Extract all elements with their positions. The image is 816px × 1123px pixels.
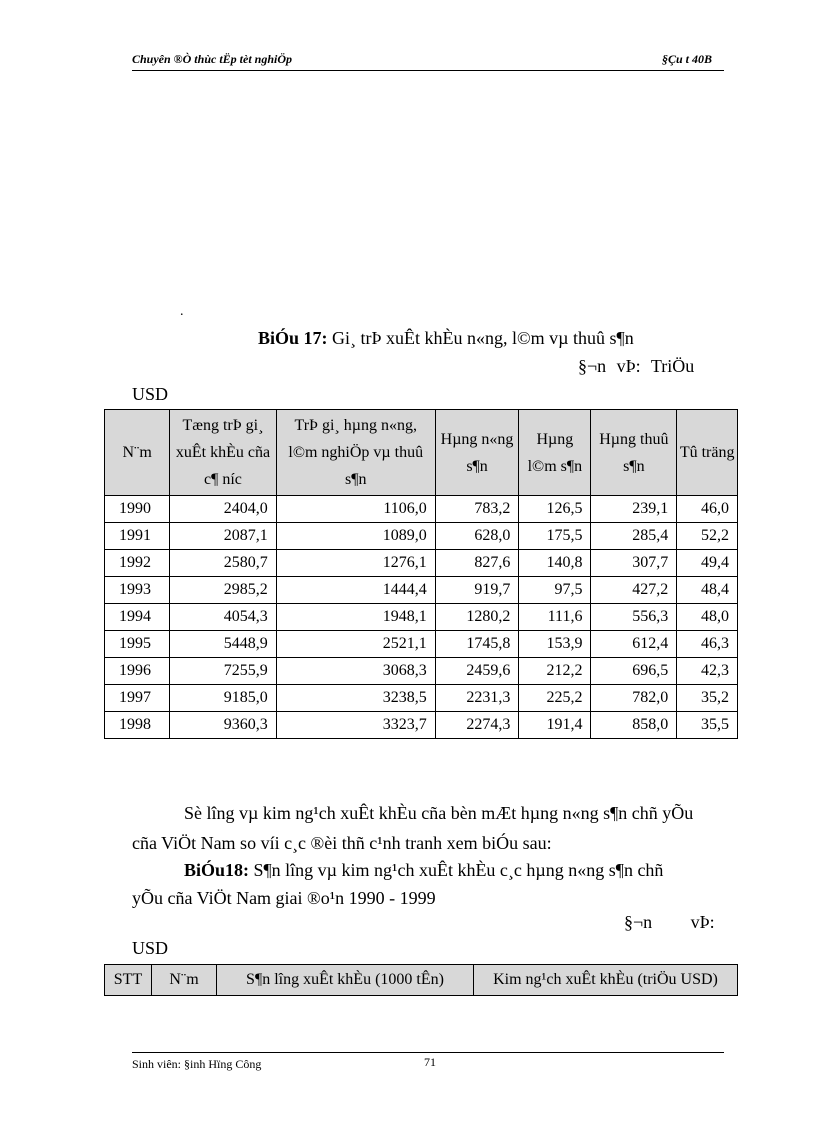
table-row [105, 658, 738, 685]
value-cell: 919,7 [435, 577, 519, 604]
value-cell: 827,6 [435, 550, 519, 577]
table18-title-label: BiÓu18: [184, 860, 250, 880]
page-number: 71 [424, 1055, 436, 1069]
value-cell: 52,2 [677, 523, 738, 550]
col-header: Kim ng¹ch xuÊt khÈu (triÖu USD) [474, 965, 738, 996]
col-header: S¶n lîng xuÊt khÈu (1000 tÊn) [217, 965, 474, 996]
year-cell: 1998 [105, 712, 170, 739]
value-cell: 1106,0 [276, 496, 435, 523]
col-header: TrÞ gi¸ hµng n«ng, l©m nghiÖp vµ thuû s¶n [276, 410, 435, 496]
value-cell: 35,2 [677, 685, 738, 712]
body-paragraph [132, 798, 732, 858]
table17-title [258, 328, 634, 349]
col-header: Tæng trÞ gi¸ xuÊt khÈu cña c¶ níc [170, 410, 276, 496]
value-cell: 7255,9 [170, 658, 276, 685]
table18-title-line2: yÕu cña ViÖt Nam giai ®o¹n 1990 - 1999 [132, 888, 436, 908]
header-class: §Çu t 40B [661, 52, 712, 66]
col-header: Tû träng [677, 410, 738, 496]
value-cell: 3068,3 [276, 658, 435, 685]
value-cell: 696,5 [591, 658, 677, 685]
value-cell: 858,0 [591, 712, 677, 739]
value-cell: 3323,7 [276, 712, 435, 739]
table-row [105, 631, 738, 658]
value-cell: 5448,9 [170, 631, 276, 658]
value-cell: 2274,3 [435, 712, 519, 739]
value-cell: 4054,3 [170, 604, 276, 631]
value-cell: 46,3 [677, 631, 738, 658]
table18 [104, 964, 738, 996]
value-cell: 1444,4 [276, 577, 435, 604]
value-cell: 2985,2 [170, 577, 276, 604]
table-row [105, 550, 738, 577]
value-cell: 212,2 [519, 658, 591, 685]
header-title: Chuyên ®Ò thùc tËp tèt nghiÖp [132, 52, 292, 66]
value-cell: 2580,7 [170, 550, 276, 577]
table18-title-text: S¶n lîng vµ kim ng¹ch xuÊt khÈu c¸c hµng n«ng s¶n chñ [249, 860, 664, 880]
value-cell: 46,0 [677, 496, 738, 523]
table17-header-row [105, 410, 738, 496]
table17-title-text: Gi¸ trÞ xuÊt khÈu n«ng, l©m vµ thuû s¶n [327, 328, 634, 348]
table-row [105, 577, 738, 604]
value-cell: 628,0 [435, 523, 519, 550]
value-cell: 48,0 [677, 604, 738, 631]
paragraph-line: Sè lîng vµ kim ng¹ch xuÊt khÈu cña bèn mÆt hµng n«ng s¶n chñ yÕu [184, 803, 694, 823]
value-cell: 49,4 [677, 550, 738, 577]
table17-unit: §¬n vÞ: TriÖu [578, 356, 695, 376]
value-cell: 782,0 [591, 685, 677, 712]
table18-title [132, 856, 732, 912]
value-cell: 48,4 [677, 577, 738, 604]
value-cell: 9185,0 [170, 685, 276, 712]
col-header: Hµng l©m s¶n [519, 410, 591, 496]
value-cell: 225,2 [519, 685, 591, 712]
col-header: N¨m [105, 410, 170, 496]
col-header: Hµng n«ng s¶n [435, 410, 519, 496]
table17-title-label: BiÓu 17: [258, 328, 328, 348]
table-row [105, 523, 738, 550]
value-cell: 285,4 [591, 523, 677, 550]
year-cell: 1991 [105, 523, 170, 550]
table-row [105, 604, 738, 631]
year-cell: 1995 [105, 631, 170, 658]
value-cell: 9360,3 [170, 712, 276, 739]
table17 [104, 409, 738, 739]
col-header: Hµng thuû s¶n [591, 410, 677, 496]
paragraph-line: cña ViÖt Nam so víi c¸c ®èi thñ c¹nh tranh xem biÓu sau: [132, 833, 552, 853]
page-header [132, 50, 724, 71]
value-cell: 2459,6 [435, 658, 519, 685]
table18-header-row [105, 965, 738, 996]
value-cell: 35,5 [677, 712, 738, 739]
table17-unit-cont: USD [132, 384, 169, 404]
value-cell: 1089,0 [276, 523, 435, 550]
footer-author: Sinh viên: §inh Hïng Công [132, 1057, 262, 1071]
year-cell: 1997 [105, 685, 170, 712]
value-cell: 427,2 [591, 577, 677, 604]
value-cell: 556,3 [591, 604, 677, 631]
value-cell: 307,7 [591, 550, 677, 577]
value-cell: 97,5 [519, 577, 591, 604]
year-cell: 1990 [105, 496, 170, 523]
table18-unit-cont: USD [132, 938, 169, 958]
value-cell: 126,5 [519, 496, 591, 523]
value-cell: 2404,0 [170, 496, 276, 523]
year-cell: 1993 [105, 577, 170, 604]
value-cell: 612,4 [591, 631, 677, 658]
value-cell: 111,6 [519, 604, 591, 631]
value-cell: 1280,2 [435, 604, 519, 631]
value-cell: 42,3 [677, 658, 738, 685]
table-row [105, 496, 738, 523]
table-row [105, 685, 738, 712]
col-header: STT [105, 965, 152, 996]
year-cell: 1994 [105, 604, 170, 631]
table-row [105, 712, 738, 739]
value-cell: 239,1 [591, 496, 677, 523]
value-cell: 1745,8 [435, 631, 519, 658]
value-cell: 153,9 [519, 631, 591, 658]
value-cell: 140,8 [519, 550, 591, 577]
stray-dot: . [180, 304, 184, 319]
value-cell: 191,4 [519, 712, 591, 739]
year-cell: 1996 [105, 658, 170, 685]
value-cell: 1276,1 [276, 550, 435, 577]
value-cell: 3238,5 [276, 685, 435, 712]
table18-unit: §¬n vÞ: [624, 912, 715, 932]
value-cell: 1948,1 [276, 604, 435, 631]
col-header: N¨m [152, 965, 217, 996]
value-cell: 2521,1 [276, 631, 435, 658]
value-cell: 175,5 [519, 523, 591, 550]
value-cell: 2231,3 [435, 685, 519, 712]
page-footer [132, 1052, 724, 1071]
value-cell: 783,2 [435, 496, 519, 523]
value-cell: 2087,1 [170, 523, 276, 550]
year-cell: 1992 [105, 550, 170, 577]
